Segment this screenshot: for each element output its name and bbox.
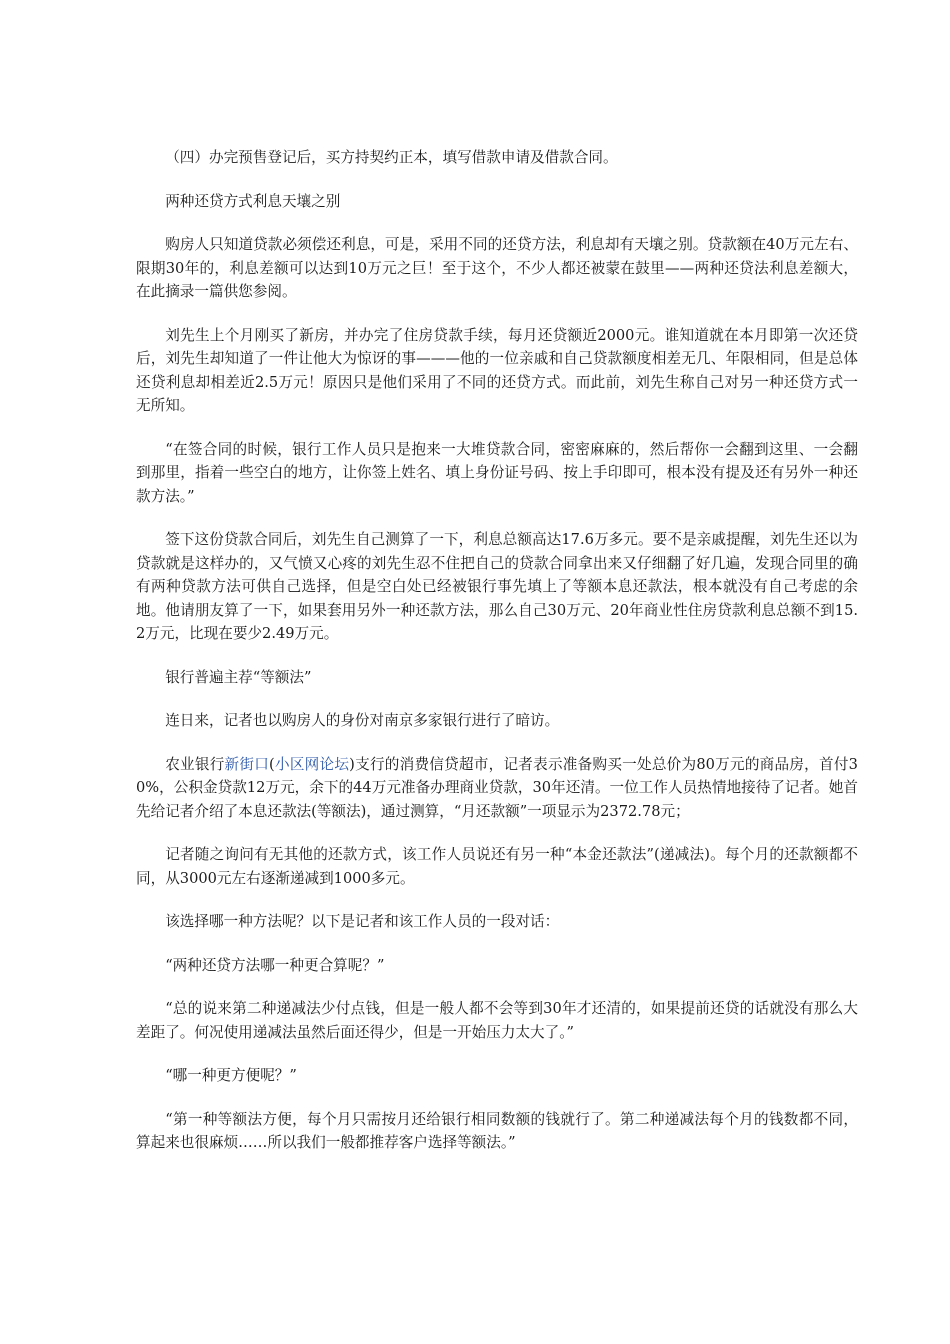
paragraph-answer-1	[136, 997, 858, 1044]
paragraph-text: 签下这份贷款合同后，刘先生自己测算了一下，利息总额高达17.6万多元。要不是亲戚提醒，刘先生还以为贷款就是这样办的，又气愤又心疼的刘先生忍不住把自己的贷款合同拿出来又仔细翻了好几遍，发现合同里的确有两种贷款方法可供自己选择，但是空白处已经被银行事先填上了等额本息还款法，根本就没有自己考虑的余地。他请朋友算了一下，如果套用另外一种还款方法，那么自己30万元、20年商业性住房贷款利息总额不到15.2万元，比现在要少2.49万元。	[136, 531, 858, 642]
paragraph-reporter-visit	[136, 709, 858, 733]
paragraph-intro	[136, 233, 858, 304]
section-heading-bank-recommend	[136, 666, 858, 690]
paragraph-text: 购房人只知道贷款必须偿还利息，可是，采用不同的还贷方法，利息却有天壤之别。贷款额在40万元左右、限期30年的，利息差额可以达到10万元之巨！至于这个，不少人都还被蒙在鼓里——两种还贷法利息差额大，在此摘录一篇供您参阅。	[136, 236, 858, 300]
paragraph-text: 农业银行	[165, 755, 225, 773]
paragraph-text: “哪一种更方便呢？”	[165, 1067, 297, 1084]
paragraph-dialogue-intro	[136, 910, 858, 934]
paragraph-text: (	[269, 755, 275, 773]
paragraph-question-1	[136, 954, 858, 978]
heading-text: 两种还贷方式利息天壤之别	[165, 192, 341, 210]
paragraph-answer-2	[136, 1108, 858, 1155]
paragraph-text: 连日来，记者也以购房人的身份对南京多家银行进行了暗访。	[165, 712, 560, 729]
link-community-forum[interactable]: 小区网论坛	[274, 755, 350, 773]
paragraph-text: )支行的消费信贷超市，记者表示准备购买一处总价为80万元的商品房，首付30%，公积金贷款12万元，余下的44万元准备办理商业贷款，30年还清。一位工作人员热情地接待了记者。她首先给记者介绍了本息还款法(等额法)，通过测算，“月还款额”一项显示为2372.78元；	[136, 755, 858, 820]
paragraph-presale-step	[136, 146, 858, 170]
heading-text: 银行普遍主荐“等额法”	[165, 668, 312, 686]
paragraph-calculation	[136, 528, 858, 646]
paragraph-mr-liu-story	[136, 324, 858, 418]
paragraph-text: “第一种等额法方便，每个月只需按月还给银行相同数额的钱就行了。第二种递减法每个月的钱数都不同，算起来也很麻烦……所以我们一般都推荐客户选择等额法。”	[136, 1110, 858, 1151]
paragraph-text: 记者随之询问有无其他的还款方式，该工作人员说还有另一种“本金还款法”(递减法)。每个月的还款额都不同，从3000元左右逐渐递减到1000多元。	[136, 846, 858, 887]
paragraph-quote-contract	[136, 438, 858, 509]
paragraph-agricultural-bank	[136, 753, 858, 824]
paragraph-text: 该选择哪一种方法呢？以下是记者和该工作人员的一段对话：	[165, 913, 560, 930]
link-xinjiekou[interactable]: 新街口	[224, 755, 270, 773]
paragraph-text: 刘先生上个月刚买了新房，并办完了住房贷款手续，每月还贷额近2000元。谁知道就在本月即第一次还贷后，刘先生却知道了一件让他大为惊讶的事———他的一位亲戚和自己贷款额度相差无几、年限相同，但是总体还贷利息却相差近2.5万元！原因只是他们采用了不同的还贷方式。而此前，刘先生称自己对另一种还贷方式一无所知。	[136, 326, 858, 414]
paragraph-other-methods	[136, 843, 858, 890]
paragraph-text: “总的说来第二种递减法少付点钱，但是一般人都不会等到30年才还清的，如果提前还贷的话就没有那么大差距了。何况使用递减法虽然后面还得少，但是一开始压力太大了。”	[136, 1000, 858, 1041]
section-heading-interest-difference	[136, 190, 858, 214]
paragraph-text: “两种还贷方法哪一种更合算呢？”	[165, 956, 385, 974]
document-body	[136, 146, 858, 1175]
paragraph-text: （四）办完预售登记后，买方持契约正本，填写借款申请及借款合同。	[165, 149, 618, 166]
paragraph-text: “在签合同的时候，银行工作人员只是抱来一大堆贷款合同，密密麻麻的，然后帮你一会翻到这里、一会翻到那里，指着一些空白的地方，让你签上姓名、填上身份证号码、按上手印即可，根本没有提及还有另外一种还款方法。”	[136, 440, 858, 505]
paragraph-question-2	[136, 1064, 858, 1088]
